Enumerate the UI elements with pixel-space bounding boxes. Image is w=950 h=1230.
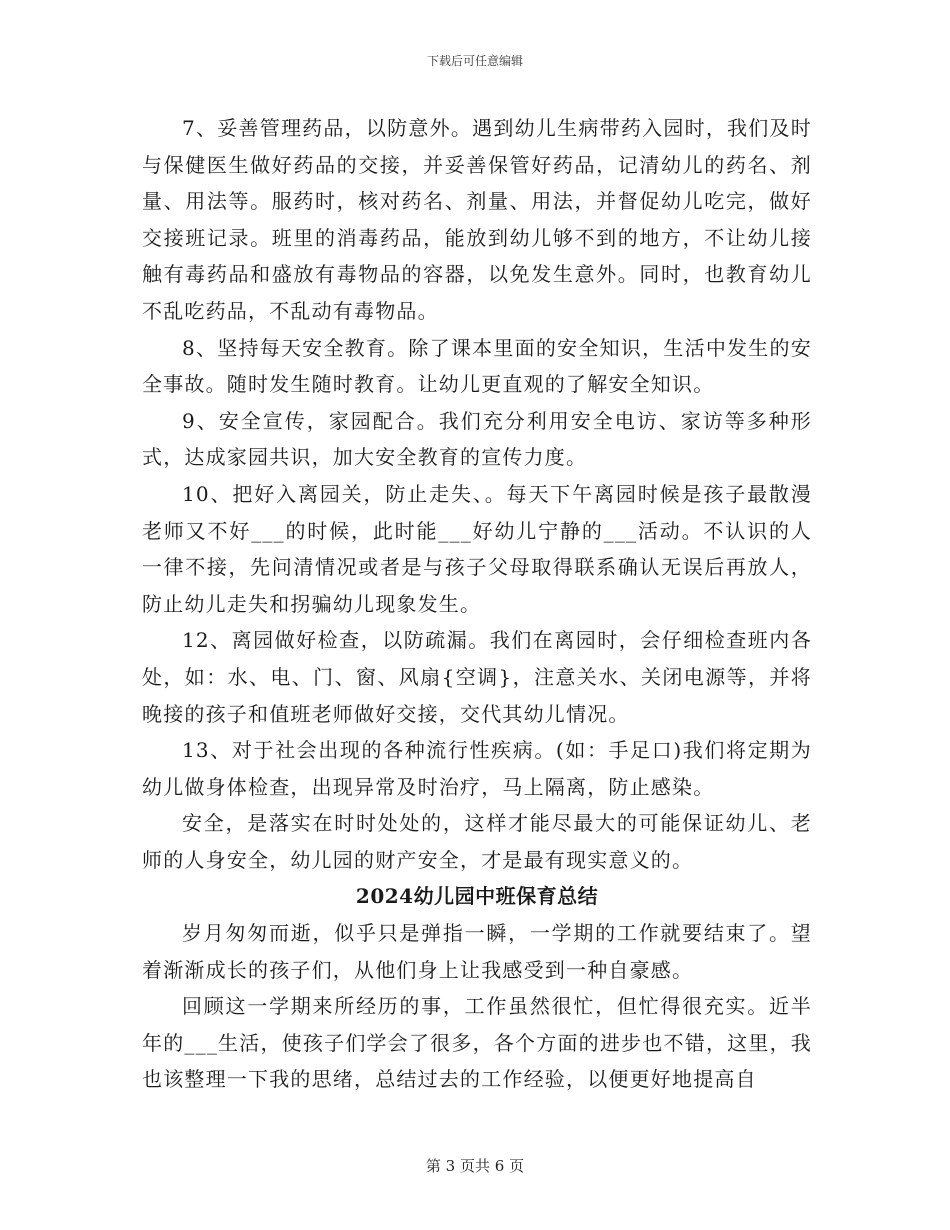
paragraph-intro: 岁月匆匆而逝，似乎只是弹指一瞬，一学期的工作就要结束了。望着渐渐成长的孩子们，从他们身上让我感受到一种自豪感。 — [142, 921, 812, 982]
page-number-footer: 第 3 页共 6 页 — [425, 1157, 525, 1175]
paragraph-safety-conclusion: 安全，是落实在时时处处的，这样才能尽最大的可能保证幼儿、老师的人身安全，幼儿园的财产安全，才是最有现实意义的。 — [142, 811, 812, 872]
paragraph-9: 9、安全宣传，家园配合。我们充分利用安全电访、家访等多种形式，达成家园共识，加大安全教育的宣传力度。 — [142, 408, 812, 470]
paragraph-7: 7、妥善管理药品，以防意外。遇到幼儿生病带药入园时，我们及时与保健医生做好药品的交接，并妥善保管好药品，记清幼儿的药名、剂量、用法等。服药时，核对药名、剂量、用法，并督促幼儿吃完，做好交接班记录。班里的消毒药品，能放到幼儿够不到的地方，不让幼儿接触有毒药品和盛放有毒物品的容器，以免发生意外。同时，也教育幼儿不乱吃药品，不乱动有毒物品。 — [142, 116, 812, 323]
paragraph-12: 12、离园做好检查，以防疏漏。我们在离园时，会仔细检查班内各处，如：水、电、门、窗、风扇{空调}，注意关水、关闭电源等，并将晚接的孩子和值班老师做好交接，交代其幼儿情况。 — [142, 628, 812, 726]
paragraph-8: 8、坚持每天安全教育。除了课本里面的安全知识，生活中发生的安全事故。随时发生随时教育。让幼儿更直观的了解安全知识。 — [142, 335, 812, 397]
paragraph-10: 10、把好入离园关，防止走失、。每天下午离园时候是孩子最散漫老师又不好___的时候，此时能___好幼儿宁静的___活动。不认识的人一律不接，先问清情况或者是与孩子父母取得联系确认无误后再放人，防止幼儿走失和拐骗幼儿现象发生。 — [142, 481, 812, 616]
header-note: 下载后可任意编辑 — [426, 54, 523, 68]
paragraph-review: 回顾这一学期来所经历的事，工作虽然很忙，但忙得很充实。近半年的___生活，使孩子们学会了很多，各个方面的进步也不错，这里，我也该整理一下我的思绪，总结过去的工作经验，以便更好地提高自 — [142, 994, 812, 1092]
section-title: 2024幼儿园中班保育总结 — [355, 884, 599, 909]
document-body — [142, 110, 812, 1098]
paragraph-13: 13、对于社会出现的各种流行性疾病。(如：手足口)我们将定期为幼儿做身体检查，出现异常及时治疗，马上隔离，防止感染。 — [142, 738, 812, 799]
